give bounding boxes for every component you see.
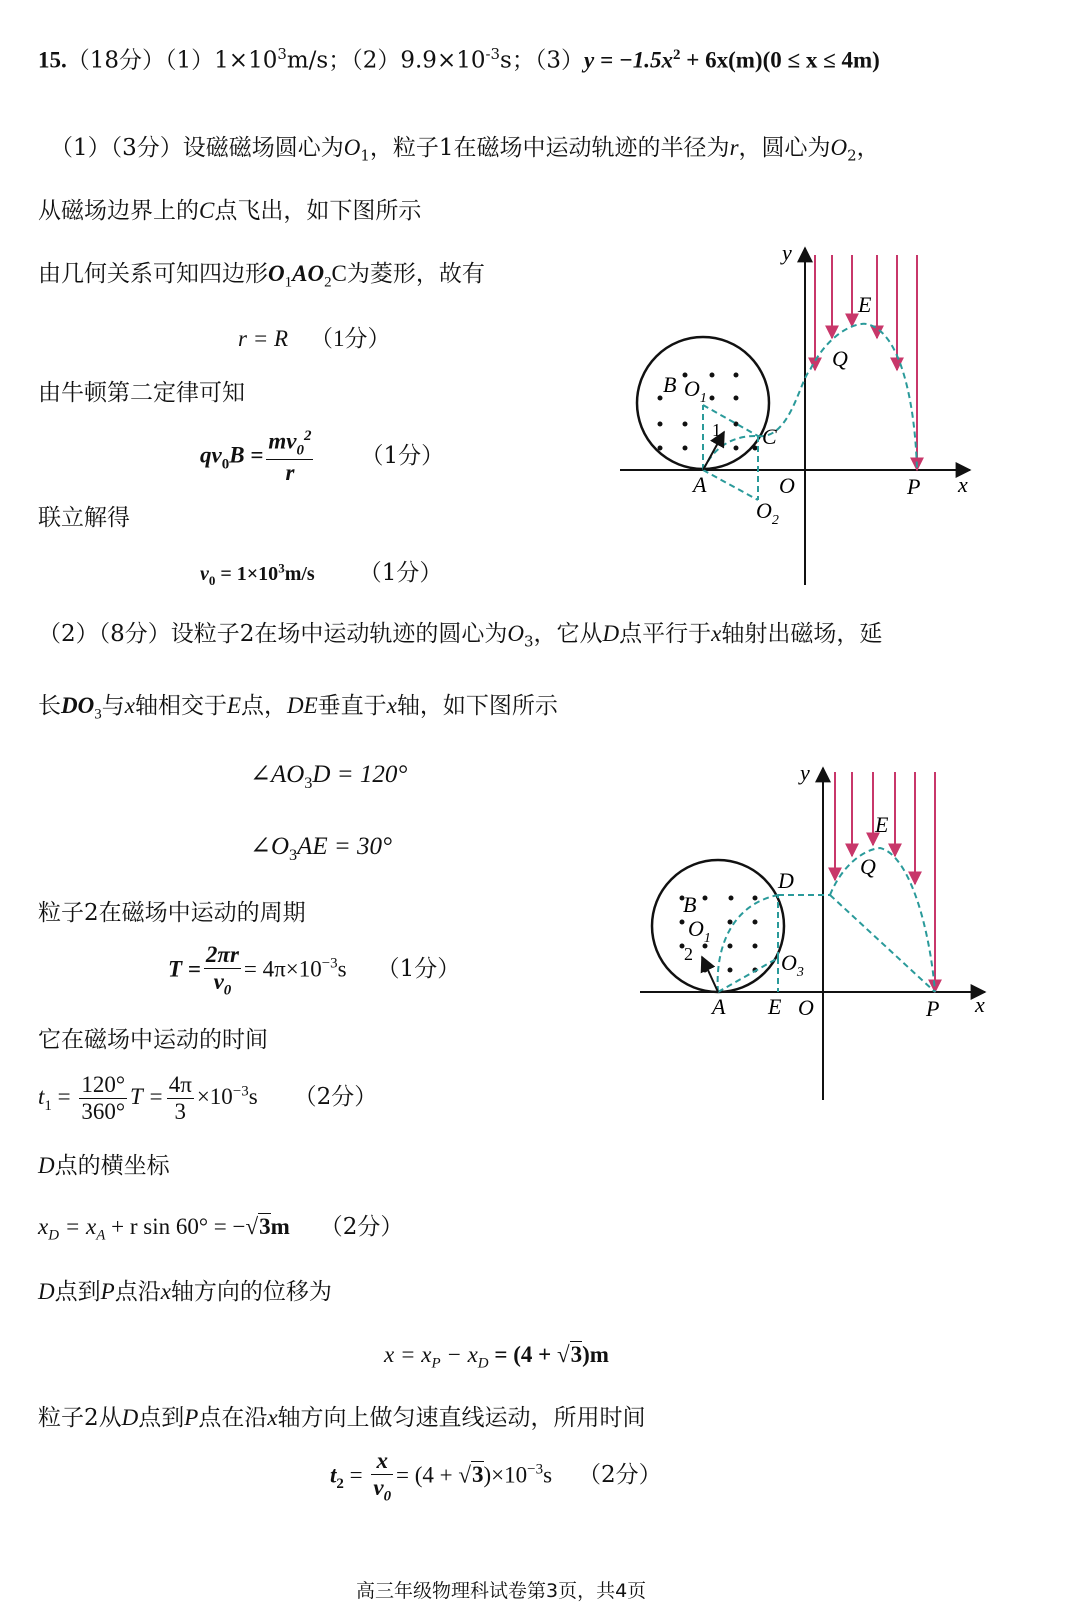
fig1-label-O1: $O_1$ [684, 376, 707, 406]
equation-r-equals-R: r = R （1分） [238, 326, 391, 351]
answer-summary: 15.（18分）$(1)1\times 10^3m/s$；$(2)9.9\times 10^{-3}s$；$(3)y = -1.5x^2 + 6x(m)(0 \le x \le 4m)$ [38, 45, 880, 74]
question-score: （18分） [66, 47, 166, 74]
equation-lorentz-force: $qv_0B$ = $\frac{mv_0^2}{r}$ （1分） [200, 428, 445, 486]
fig2-label-E-top: E [875, 812, 889, 837]
fig1-label-A: A [693, 472, 707, 497]
xd-text: D点的横坐标 [38, 1153, 170, 1179]
part2-intro: （2）（8分）设粒子2在场中运动轨迹的圆心为$O_3$，它从D点平行于x轴射出磁场，延 [38, 621, 883, 651]
fig2-label-D: D [778, 868, 794, 893]
fig1-label-y: y [782, 240, 792, 265]
part1-rhombus: 由几何关系可知四边形$O_1AO_2C$为菱形，故有 [38, 261, 485, 291]
equation-period: T = $\frac{2\pi r}{v_0}$ = $4\pi\times 10^{-3}s$ （1分） [168, 942, 461, 1000]
equation-t1: $t_1$ = $\frac{120^\circ}{360^\circ}$ T = $\frac{4\pi}{3}$ $\times 10^{-3}s$ （2分） [38, 1072, 378, 1125]
fig1-label-Q: Q [832, 346, 848, 371]
fig2-label-P: P [926, 996, 940, 1021]
equation-t2: $t_2$ = $\frac{x}{v_0}$ = $(4 + √3)\times 10^{-3}s$ （2分） [330, 1448, 662, 1506]
fig1-label-x: x [958, 472, 968, 497]
fig2-electric-field-arrows [835, 772, 935, 992]
fig2-label-x: x [975, 992, 985, 1017]
page-footer: 高三年级物理科试卷第3页，共4页 [356, 1580, 647, 1602]
fig1-label-P: P [907, 474, 921, 499]
fig2-label-O: O [798, 995, 814, 1020]
fig1-label-1: 1 [712, 420, 721, 440]
part2-extend: 长$DO_3$与x轴相交于E点，DE垂直于x轴，如下图所示 [38, 693, 558, 723]
fig2-radius-arrow [702, 957, 718, 992]
fig2-label-O1: $O_1$ [688, 916, 711, 946]
fig2-label-Q: Q [860, 854, 876, 879]
question-number: 15. [38, 47, 67, 73]
fig1-label-B: B [663, 372, 677, 397]
fig2-magnetic-field-circle [652, 860, 784, 992]
equation-v0: $v_0 = 1\times 10^3m/s$ （1分） [200, 560, 443, 588]
fig2-label-y: y [800, 760, 810, 785]
fig1-label-O: O [779, 473, 795, 498]
fig1-label-O2: $O_2$ [756, 498, 779, 528]
fig2-label-A: A [712, 994, 726, 1019]
uniform-motion-text: 粒子2从D点到P点在沿x轴方向上做匀速直线运动，所用时间 [38, 1405, 646, 1431]
fig1-label-C: C [762, 424, 777, 449]
fig2-label-2: 2 [684, 944, 693, 964]
time-text: 它在磁场中运动的时间 [38, 1027, 268, 1053]
newton-law-text: 由牛顿第二定律可知 [38, 380, 245, 406]
fig2-label-B: B [683, 892, 697, 917]
part1-exit-point: 从磁场边界上的C点飞出，如下图所示 [38, 198, 422, 224]
displacement-text: D点到P点沿x轴方向的位移为 [38, 1279, 332, 1305]
equation-displacement: $x = x_P - x_D = (4 + √3)m$ [384, 1342, 609, 1372]
part1-intro: （1）（3分）设磁磁场圆心为$O_1$，粒子1在磁场中运动轨迹的半径为r，圆心为$O_2$， [50, 135, 880, 165]
solve-text: 联立解得 [38, 505, 130, 531]
fig2-label-O3: $O_3$ [781, 950, 804, 980]
fig2-label-E: E [768, 994, 782, 1019]
angle-AO3D: $\angle AO_3D = 120^\circ$ [250, 761, 408, 792]
equation-xd: $x_D = x_A + r$ sin 60° = −√3m （2分） [38, 1214, 404, 1244]
period-text: 粒子2在磁场中运动的周期 [38, 900, 306, 926]
angle-O3AE: $\angle O_3AE = 30^\circ$ [250, 833, 393, 864]
fig1-label-E: E [858, 292, 872, 317]
